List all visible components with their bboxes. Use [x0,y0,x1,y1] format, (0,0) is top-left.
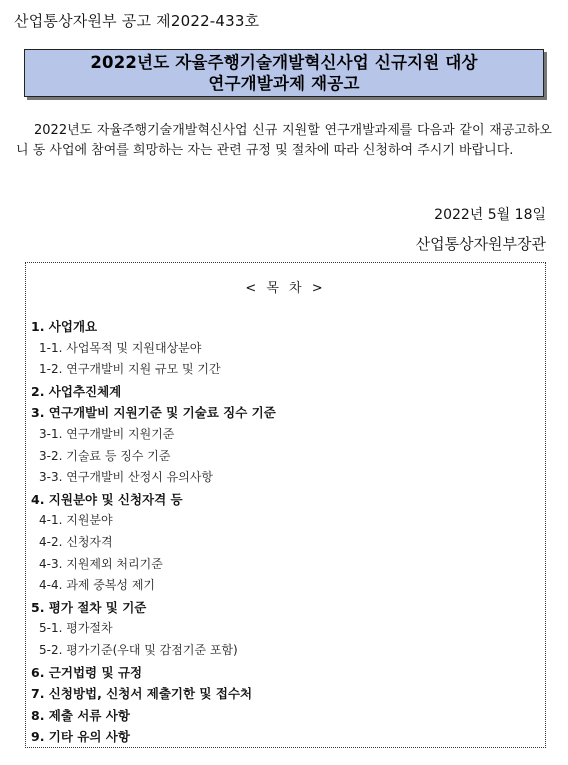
toc-subsection-item: 4-1. 지원분야 [39,513,113,528]
announcement-title-box [24,49,544,97]
toc-subsection-item: 3-2. 기술료 등 징수 기준 [39,448,171,463]
toc-subsection-item: 3-3. 연구개발비 산정시 유의사항 [39,470,213,485]
toc-subsection-item: 4-4. 과제 중복성 제기 [39,578,156,593]
toc-subsection-item: 5-1. 평가절차 [39,621,113,636]
toc-section-item: 8. 제출 서류 사항 [31,707,130,723]
intro-paragraph: 2022년도 자율주행기술개발혁신사업 신규 지원할 연구개발과제를 다음과 같이 재공고하오니 동 사업에 참여를 희망하는 자는 관련 규정 및 절차에 따라 신청하여 주시기 바랍니다. [16,123,552,158]
toc-section-item: 9. 기타 유의 사항 [31,729,130,745]
toc-section-item: 3. 연구개발비 지원기준 및 기술료 징수 기준 [31,405,276,421]
notice-number: 산업통상자원부 공고 제2022-433호 [14,12,260,30]
toc-section-item: 4. 지원분야 및 신청자격 등 [31,491,183,507]
toc-subsection-item: 5-2. 평가기준(우대 및 감점기준 포함) [39,642,238,657]
toc-list [31,316,276,748]
toc-subsection-item: 4-3. 지원제외 처리기준 [39,556,163,571]
toc-subsection-item: 1-2. 연구개발비 지원 규모 및 기간 [39,362,221,377]
toc-title: < 목 차 > [245,281,326,296]
toc-subsection-item: 3-1. 연구개발비 지원기준 [39,426,175,441]
issuer-name: 산업통상자원부장관 [415,235,546,253]
toc-subsection-item: 4-2. 신청자격 [39,534,113,549]
announcement-title-line1: 2022년도 자율주행기술개발혁신사업 신규지원 대상 [90,53,478,72]
table-of-contents [25,262,546,748]
announcement-date: 2022년 5월 18일 [434,207,546,223]
toc-section-item: 2. 사업추진체계 [31,383,122,399]
toc-section-item: 6. 근거법령 및 규정 [31,664,143,680]
toc-section-item: 1. 사업개요 [31,319,98,334]
announcement-title-line2: 연구개발과제 재공고 [208,74,360,93]
toc-section-item: 5. 평가 절차 및 기준 [31,599,147,615]
toc-section-item: 7. 신청방법, 신청서 제출기한 및 접수처 [31,686,253,702]
toc-subsection-item: 1-1. 사업목적 및 지원대상분야 [39,340,202,355]
